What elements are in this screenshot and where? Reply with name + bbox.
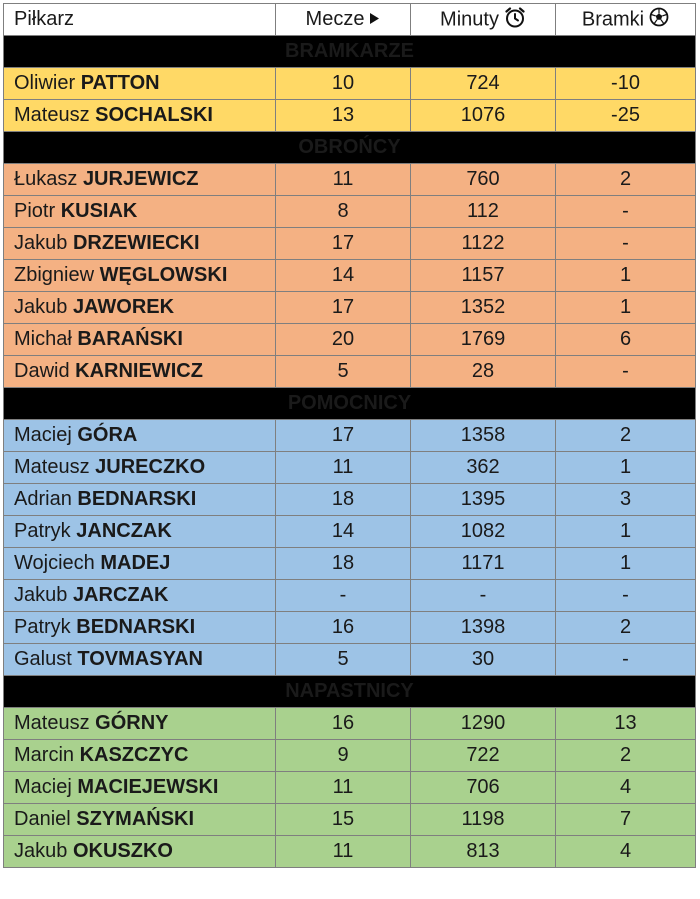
goals-cell: 2	[556, 164, 696, 196]
player-last-name: WĘGLOWSKI	[99, 264, 228, 286]
header-matches[interactable]	[276, 4, 411, 36]
player-name-cell	[4, 100, 276, 132]
minutes-cell: 30	[411, 644, 556, 676]
header-matches-label: Mecze	[305, 7, 365, 30]
matches-cell: 11	[276, 772, 411, 804]
minutes-cell: 28	[411, 356, 556, 388]
player-first-name: Jakub	[14, 296, 68, 318]
minutes-cell: 1171	[411, 548, 556, 580]
player-row[interactable]	[4, 644, 696, 676]
goals-cell: -	[556, 580, 696, 612]
alarm-clock-icon	[504, 6, 526, 34]
player-first-name: Marcin	[14, 744, 75, 766]
player-name-cell	[4, 68, 276, 100]
player-last-name: JANCZAK	[76, 520, 172, 542]
player-last-name: MADEJ	[100, 552, 171, 574]
player-row[interactable]	[4, 612, 696, 644]
section-header-row	[4, 676, 696, 708]
player-last-name: SOCHALSKI	[95, 104, 213, 126]
matches-cell: 17	[276, 420, 411, 452]
minutes-cell: 362	[411, 452, 556, 484]
minutes-cell: 1358	[411, 420, 556, 452]
player-first-name: Mateusz	[14, 712, 90, 734]
matches-cell: 14	[276, 516, 411, 548]
section-header-row	[4, 132, 696, 164]
goals-cell: 3	[556, 484, 696, 516]
player-last-name: BEDNARSKI	[76, 616, 196, 638]
matches-cell: 5	[276, 644, 411, 676]
header-goals[interactable]	[556, 4, 696, 36]
matches-cell: 16	[276, 708, 411, 740]
section-header-row	[4, 36, 696, 68]
matches-cell: 5	[276, 356, 411, 388]
player-last-name: OKUSZKO	[72, 840, 173, 862]
goals-cell: 4	[556, 836, 696, 868]
minutes-cell: 1157	[411, 260, 556, 292]
header-minutes[interactable]	[411, 4, 556, 36]
minutes-cell: 1395	[411, 484, 556, 516]
player-last-name: JAWOREK	[72, 296, 175, 318]
player-first-name: Patryk	[14, 520, 71, 542]
matches-cell: 11	[276, 836, 411, 868]
minutes-cell: 1082	[411, 516, 556, 548]
goals-cell: 4	[556, 772, 696, 804]
player-row[interactable]	[4, 772, 696, 804]
player-first-name: Wojciech	[14, 552, 95, 574]
player-first-name: Adrian	[14, 488, 72, 510]
player-last-name: KUSIAK	[60, 200, 138, 222]
player-first-name: Piotr	[14, 200, 56, 222]
goals-cell: 1	[556, 452, 696, 484]
soccer-ball-icon	[649, 7, 669, 33]
goals-cell: -25	[556, 100, 696, 132]
header-goals-label: Bramki	[581, 7, 645, 30]
player-first-name: Mateusz	[14, 104, 90, 126]
player-row[interactable]	[4, 580, 696, 612]
player-first-name: Łukasz	[14, 168, 78, 190]
player-last-name: BARAŃSKI	[77, 328, 183, 350]
goals-cell: -	[556, 356, 696, 388]
player-name-cell	[4, 356, 276, 388]
player-row[interactable]	[4, 356, 696, 388]
matches-cell: 11	[276, 164, 411, 196]
header-player[interactable]	[4, 4, 276, 36]
player-name-cell	[4, 164, 276, 196]
matches-cell: 8	[276, 196, 411, 228]
matches-cell: 9	[276, 740, 411, 772]
player-name-cell	[4, 452, 276, 484]
goals-cell: -10	[556, 68, 696, 100]
goals-cell: -	[556, 644, 696, 676]
player-row[interactable]	[4, 292, 696, 324]
player-last-name: PATTON	[80, 72, 160, 94]
matches-cell: 18	[276, 484, 411, 516]
player-first-name: Galust	[14, 648, 72, 670]
player-row[interactable]	[4, 452, 696, 484]
goals-cell: 1	[556, 548, 696, 580]
player-last-name: JURECZKO	[95, 456, 206, 478]
player-first-name: Mateusz	[14, 456, 90, 478]
goals-cell: -	[556, 196, 696, 228]
player-name-cell	[4, 644, 276, 676]
player-row[interactable]	[4, 484, 696, 516]
header-player-label: Piłkarz	[14, 8, 75, 30]
player-first-name: Jakub	[14, 232, 68, 254]
player-name-cell	[4, 196, 276, 228]
header-minutes-label: Minuty	[440, 7, 499, 30]
player-row[interactable]	[4, 68, 696, 100]
section-title: BRAMKARZE	[4, 36, 696, 68]
player-name-cell	[4, 548, 276, 580]
matches-cell: 18	[276, 548, 411, 580]
minutes-cell: 722	[411, 740, 556, 772]
player-first-name: Zbigniew	[14, 264, 95, 286]
player-name-cell	[4, 324, 276, 356]
minutes-cell: 813	[411, 836, 556, 868]
player-row[interactable]	[4, 708, 696, 740]
player-name-cell	[4, 228, 276, 260]
player-name-cell	[4, 772, 276, 804]
goals-cell: 13	[556, 708, 696, 740]
player-first-name: Michał	[14, 328, 72, 350]
matches-cell: 17	[276, 228, 411, 260]
player-first-name: Patryk	[14, 616, 71, 638]
section-title: NAPASTNICY	[4, 676, 696, 708]
player-name-cell	[4, 484, 276, 516]
player-name-cell	[4, 420, 276, 452]
player-row[interactable]	[4, 196, 696, 228]
matches-cell: 10	[276, 68, 411, 100]
goals-cell: -	[556, 228, 696, 260]
player-name-cell	[4, 580, 276, 612]
matches-cell: 14	[276, 260, 411, 292]
matches-cell: 17	[276, 292, 411, 324]
player-last-name: GÓRA	[77, 424, 138, 446]
player-last-name: TOVMASYAN	[77, 648, 203, 670]
player-first-name: Maciej	[14, 424, 72, 446]
player-last-name: JURJEWICZ	[82, 168, 199, 190]
player-row[interactable]	[4, 420, 696, 452]
matches-cell: 15	[276, 804, 411, 836]
goals-cell: 1	[556, 516, 696, 548]
minutes-cell: 724	[411, 68, 556, 100]
player-row[interactable]	[4, 740, 696, 772]
minutes-cell: 1352	[411, 292, 556, 324]
player-name-cell	[4, 260, 276, 292]
section-title: POMOCNICY	[4, 388, 696, 420]
player-row[interactable]	[4, 164, 696, 196]
player-row[interactable]	[4, 228, 696, 260]
player-last-name: KARNIEWICZ	[75, 360, 203, 382]
player-row[interactable]	[4, 100, 696, 132]
minutes-cell: 1398	[411, 612, 556, 644]
matches-cell: -	[276, 580, 411, 612]
header-row	[4, 4, 696, 36]
player-row[interactable]	[4, 836, 696, 868]
matches-cell: 16	[276, 612, 411, 644]
minutes-cell: -	[411, 580, 556, 612]
player-first-name: Jakub	[14, 840, 68, 862]
player-row[interactable]	[4, 324, 696, 356]
player-last-name: JARCZAK	[72, 584, 169, 606]
player-name-cell	[4, 740, 276, 772]
player-name-cell	[4, 612, 276, 644]
player-last-name: MACIEJEWSKI	[77, 776, 219, 798]
goals-cell: 1	[556, 260, 696, 292]
player-name-cell	[4, 516, 276, 548]
player-first-name: Maciej	[14, 776, 72, 798]
minutes-cell: 706	[411, 772, 556, 804]
player-name-cell	[4, 708, 276, 740]
player-first-name: Oliwier	[14, 72, 76, 94]
player-last-name: BEDNARSKI	[77, 488, 197, 510]
matches-cell: 11	[276, 452, 411, 484]
player-row[interactable]	[4, 260, 696, 292]
goals-cell: 2	[556, 420, 696, 452]
matches-cell: 20	[276, 324, 411, 356]
minutes-cell: 1198	[411, 804, 556, 836]
minutes-cell: 1076	[411, 100, 556, 132]
minutes-cell: 112	[411, 196, 556, 228]
play-triangle-icon	[369, 8, 380, 31]
player-row[interactable]	[4, 804, 696, 836]
player-last-name: KASZCZYC	[79, 744, 189, 766]
goals-cell: 2	[556, 740, 696, 772]
player-row[interactable]	[4, 548, 696, 580]
player-name-cell	[4, 292, 276, 324]
minutes-cell: 760	[411, 164, 556, 196]
player-row[interactable]	[4, 516, 696, 548]
matches-cell: 13	[276, 100, 411, 132]
section-title: OBROŃCY	[4, 132, 696, 164]
minutes-cell: 1122	[411, 228, 556, 260]
section-header-row	[4, 388, 696, 420]
minutes-cell: 1290	[411, 708, 556, 740]
goals-cell: 7	[556, 804, 696, 836]
goals-cell: 6	[556, 324, 696, 356]
player-last-name: SZYMAŃSKI	[76, 808, 195, 830]
player-name-cell	[4, 804, 276, 836]
player-first-name: Jakub	[14, 584, 68, 606]
goals-cell: 1	[556, 292, 696, 324]
player-last-name: DRZEWIECKI	[72, 232, 200, 254]
player-name-cell	[4, 836, 276, 868]
minutes-cell: 1769	[411, 324, 556, 356]
squad-stats-table	[3, 3, 696, 868]
goals-cell: 2	[556, 612, 696, 644]
player-first-name: Dawid	[14, 360, 70, 382]
player-first-name: Daniel	[14, 808, 71, 830]
player-last-name: GÓRNY	[95, 712, 169, 734]
